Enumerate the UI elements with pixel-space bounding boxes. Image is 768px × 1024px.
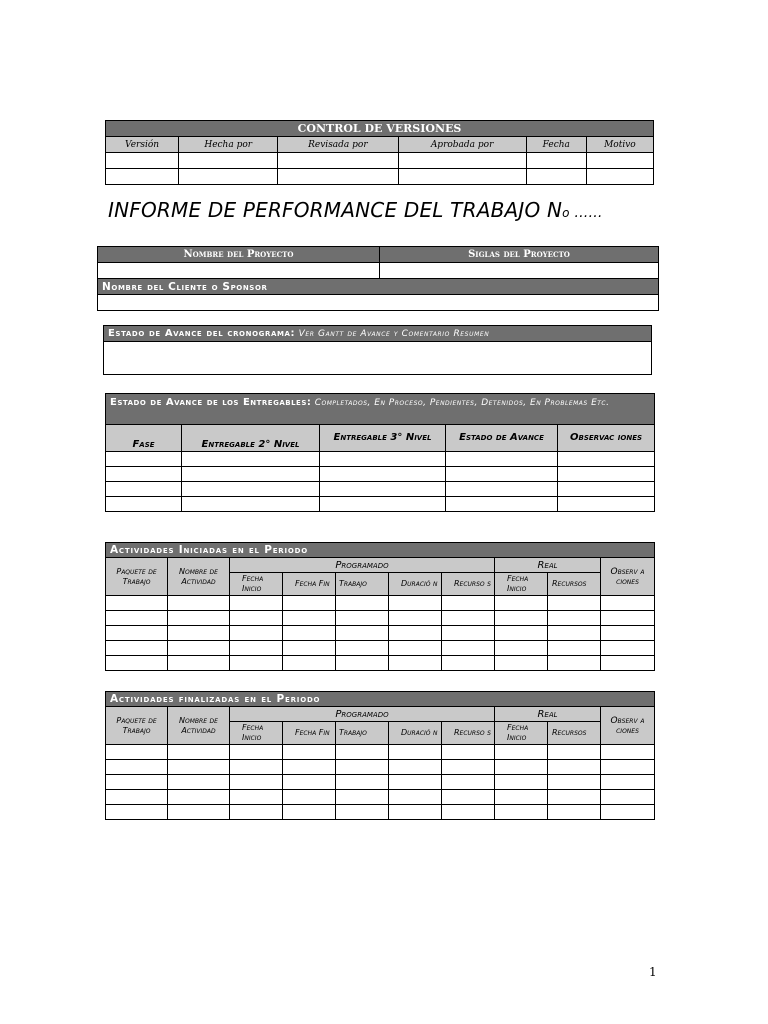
col-real-start: Fecha Inicio: [495, 573, 548, 596]
col-planned-work: Trabajo: [336, 573, 389, 596]
col-work-package: Paquete de Trabajo: [106, 707, 168, 745]
activities-finished-title: Actividades finalizadas en el Periodo: [106, 692, 655, 707]
project-name-label: Nombre del Proyecto: [98, 247, 380, 263]
table-row: [106, 775, 655, 790]
table-row: [106, 482, 655, 497]
col-planned-duration: Duració n: [389, 722, 442, 745]
col-phase: Fase: [106, 425, 182, 452]
col-real-start: Fecha Inicio: [495, 722, 548, 745]
schedule-status-title: Estado de Avance del cronograma: Ver Gantt de Avance y Comentario Resumen: [104, 326, 652, 342]
table-row: [106, 760, 655, 775]
table-row: [106, 656, 655, 671]
group-real: Real: [495, 558, 601, 573]
col-planned-start: Fecha Inicio: [230, 573, 283, 596]
client-sponsor-field[interactable]: [98, 295, 659, 311]
project-acronym-label: Siglas del Proyecto: [380, 247, 659, 263]
table-row: [106, 153, 654, 169]
schedule-status-table: [103, 325, 652, 375]
report-title-dots: ……: [569, 205, 603, 221]
table-row: [106, 596, 655, 611]
col-planned-resources: Recurso s: [442, 722, 495, 745]
table-row: [106, 452, 655, 467]
col-activity-name: Nombre de Actividad: [168, 558, 230, 596]
activities-started-table: [105, 542, 655, 671]
col-reason: Motivo: [586, 137, 653, 153]
project-acronym-field[interactable]: [380, 263, 659, 279]
col-planned-start: Fecha Inicio: [230, 722, 283, 745]
deliverables-title: Estado de Avance de los Entregables: Completados, En Proceso, Pendientes, Detenidos, En Problemas Etc.: [106, 394, 655, 425]
schedule-status-field[interactable]: [104, 342, 652, 375]
table-row: [106, 611, 655, 626]
group-real: Real: [495, 707, 601, 722]
col-real-resources: Recursos: [548, 573, 601, 596]
activities-finished-table: [105, 691, 655, 820]
table-row: [106, 641, 655, 656]
col-planned-duration: Duració n: [389, 573, 442, 596]
table-row: [106, 497, 655, 512]
col-activity-name: Nombre de Actividad: [168, 707, 230, 745]
col-deliverable-3: Entregable 3° Nivel: [320, 425, 446, 452]
group-planned: Programado: [230, 558, 495, 573]
col-reviewed-by: Revisada por: [278, 137, 398, 153]
col-planned-end: Fecha Fin: [283, 722, 336, 745]
col-made-by: Hecha por: [179, 137, 278, 153]
deliverables-table: [105, 393, 655, 512]
table-row: [106, 626, 655, 641]
project-table: [97, 246, 659, 311]
col-planned-resources: Recurso s: [442, 573, 495, 596]
report-title: [108, 198, 603, 222]
table-row: [106, 169, 654, 185]
group-planned: Programado: [230, 707, 495, 722]
col-progress-status: Estado de Avance: [446, 425, 558, 452]
col-real-resources: Recursos: [548, 722, 601, 745]
page-number: 1: [649, 965, 657, 979]
activities-started-title: Actividades Iniciadas en el Periodo: [106, 543, 655, 558]
report-title-main: INFORME DE PERFORMANCE DEL TRABAJO N: [108, 198, 563, 222]
col-approved-by: Aprobada por: [398, 137, 526, 153]
col-date: Fecha: [526, 137, 586, 153]
version-control-table: [105, 120, 654, 185]
client-sponsor-label: Nombre del Cliente o Sponsor: [98, 279, 659, 295]
col-observations: Observ a ciones: [601, 707, 655, 745]
table-row: [106, 467, 655, 482]
version-control-title: CONTROL DE VERSIONES: [106, 121, 654, 137]
table-row: [106, 790, 655, 805]
col-planned-end: Fecha Fin: [283, 573, 336, 596]
table-row: [106, 805, 655, 820]
report-title-degree: o: [562, 206, 570, 220]
col-deliverable-2: Entregable 2° Nivel: [182, 425, 320, 452]
col-version: Versión: [106, 137, 179, 153]
project-name-field[interactable]: [98, 263, 380, 279]
col-observations: Observac iones: [558, 425, 655, 452]
table-row: [106, 745, 655, 760]
col-work-package: Paquete de Trabajo: [106, 558, 168, 596]
col-observations: Observ a ciones: [601, 558, 655, 596]
col-planned-work: Trabajo: [336, 722, 389, 745]
